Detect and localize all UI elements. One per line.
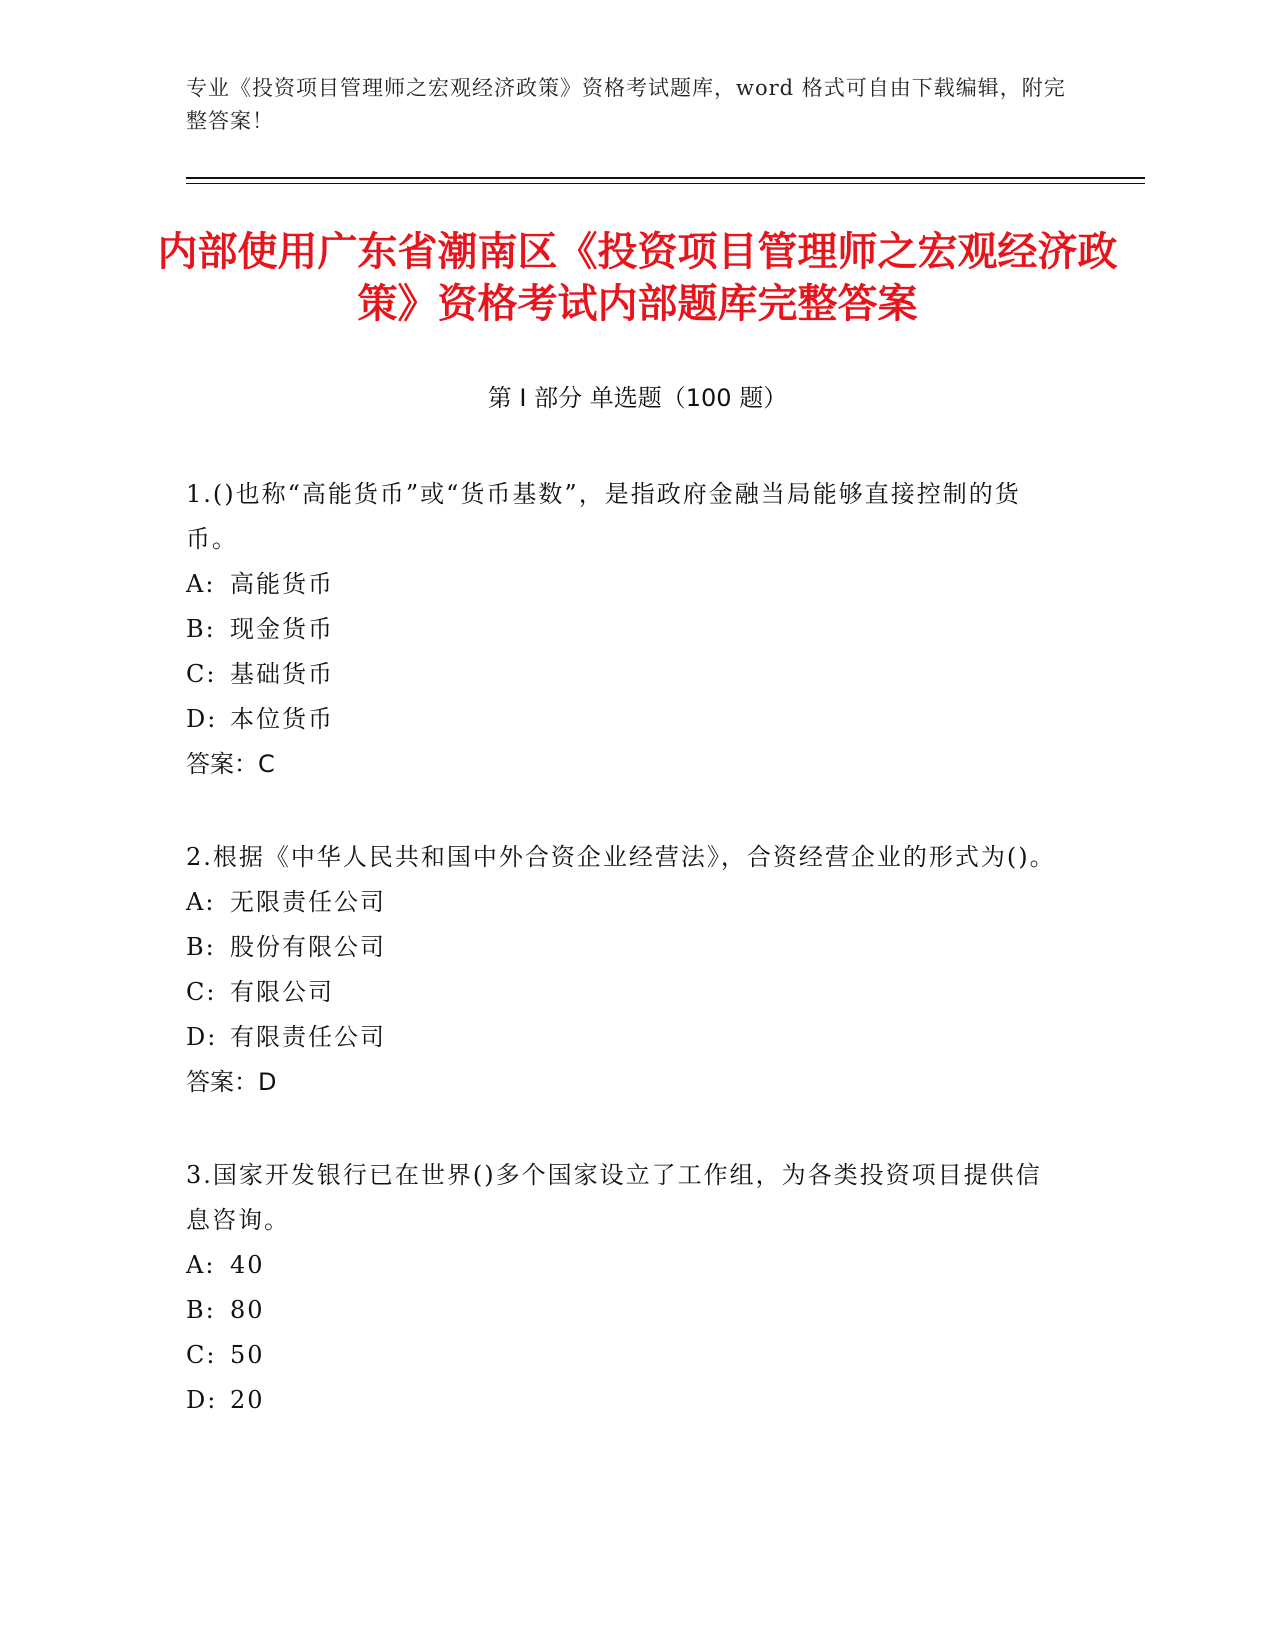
- question-option-a: [186, 880, 1066, 925]
- question-list: [186, 472, 1066, 1471]
- option-text: 80: [230, 1296, 265, 1324]
- option-text: 股份有限公司: [230, 933, 386, 961]
- option-letter: B:: [186, 933, 216, 961]
- question-option-a: [186, 562, 1066, 607]
- question-item: [186, 835, 1066, 1105]
- option-text: 有限公司: [230, 978, 334, 1006]
- option-text: 现金货币: [230, 615, 334, 643]
- question-option-d: [186, 1015, 1066, 1060]
- option-text: 基础货币: [230, 660, 334, 688]
- option-letter: A:: [186, 888, 216, 916]
- question-option-c: [186, 1333, 1066, 1378]
- question-option-d: [186, 697, 1066, 742]
- option-text: 50: [230, 1341, 265, 1369]
- document-title: 内部使用广东省潮南区《投资项目管理师之宏观经济政策》资格考试内部题库完整答案: [157, 229, 1118, 327]
- option-letter: D:: [186, 1023, 218, 1051]
- question-option-a: [186, 1243, 1066, 1288]
- header-divider-thin: [186, 183, 1145, 184]
- question-option-c: [186, 970, 1066, 1015]
- question-item: [186, 472, 1066, 787]
- option-text: 40: [230, 1251, 265, 1279]
- option-text: 20: [230, 1386, 265, 1414]
- question-stem: 1.()也称“高能货币”或“货币基数”，是指政府金融当局能够直接控制的货币。: [186, 480, 1021, 553]
- header-divider-thick: [186, 177, 1145, 179]
- option-text: 无限责任公司: [230, 888, 386, 916]
- question-item: [186, 1153, 1066, 1423]
- option-letter: B:: [186, 615, 216, 643]
- option-text: 有限责任公司: [230, 1023, 386, 1051]
- option-letter: C:: [186, 978, 217, 1006]
- header-note: 专业《投资项目管理师之宏观经济政策》资格考试题库，word 格式可自由下载编辑，附完整答案！: [186, 76, 1066, 133]
- section-heading: 第 I 部分 单选题（100 题）: [487, 384, 788, 412]
- question-stem: 2.根据《中华人民共和国中外合资企业经营法》，合资经营企业的形式为()。: [186, 843, 1056, 871]
- option-text: 高能货币: [230, 570, 334, 598]
- question-answer: 答案：C: [186, 750, 275, 778]
- question-option-b: [186, 1288, 1066, 1333]
- option-letter: D:: [186, 1386, 218, 1414]
- question-option-c: [186, 652, 1066, 697]
- question-answer: 答案：D: [186, 1068, 277, 1096]
- question-option-b: [186, 607, 1066, 652]
- option-letter: A:: [186, 570, 216, 598]
- option-letter: B:: [186, 1296, 216, 1324]
- question-option-d: [186, 1378, 1066, 1423]
- option-text: 本位货币: [230, 705, 334, 733]
- question-option-b: [186, 925, 1066, 970]
- option-letter: A:: [186, 1251, 216, 1279]
- option-letter: C:: [186, 1341, 217, 1369]
- option-letter: D:: [186, 705, 218, 733]
- option-letter: C:: [186, 660, 217, 688]
- question-stem: 3.国家开发银行已在世界()多个国家设立了工作组，为各类投资项目提供信息咨询。: [186, 1161, 1042, 1234]
